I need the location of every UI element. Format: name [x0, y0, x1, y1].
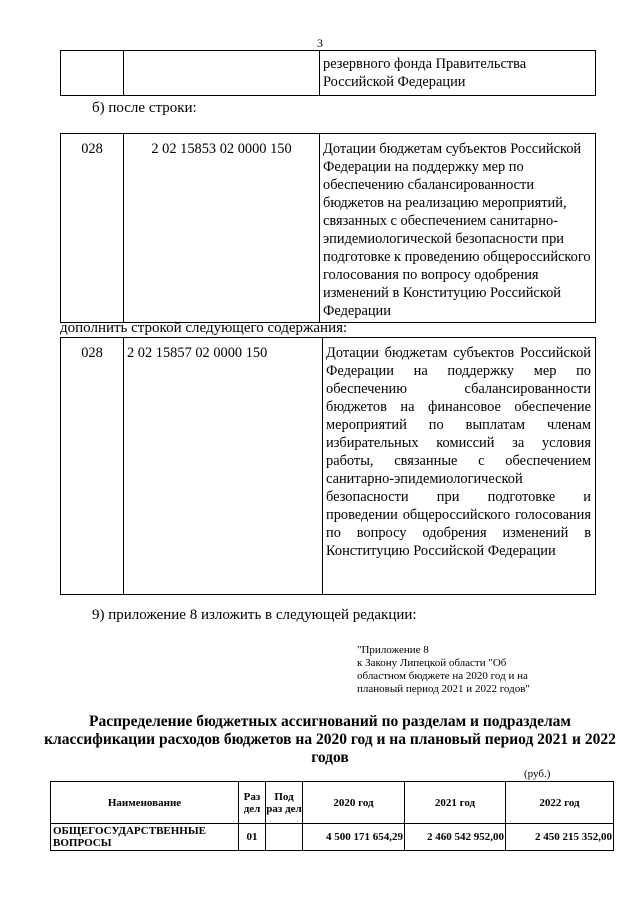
appendix-note: "Приложение 8 к Закону Липецкой области "Об областном бюджете на 2020 год и на плановый период 2021 и 2022 годов"	[357, 644, 530, 695]
header-2022: 2022 год	[506, 782, 614, 824]
cell-razdel: 01	[239, 824, 266, 851]
page-number: 3	[317, 36, 323, 50]
cell-2020: 4 500 171 654,29	[303, 824, 405, 851]
cell-kbk	[124, 51, 320, 96]
cell-text: Дотации бюджетам субъектов Российской Федерации на поддержку мер по обеспечению сбалансированности бюджетов на реализацию мероприятий, связанных с обеспечением санитарно-эпидемиологической безопасности при подготовке к проведению общероссийского голосования по вопросу одобрения изменений в Конституцию Российской Федерации	[320, 134, 596, 323]
cell-text: резервного фонда Правительства Российской Федерации	[320, 51, 596, 96]
cell-2022: 2 450 215 352,00	[506, 824, 614, 851]
header-podrazdel: Под раз дел	[266, 782, 303, 824]
cell-code: 028	[61, 134, 124, 323]
table-row	[61, 51, 596, 96]
cell-code	[61, 51, 124, 96]
header-2020: 2020 год	[303, 782, 405, 824]
header-razdel: Раз дел	[239, 782, 266, 824]
cell-name: ОБЩЕГОСУДАРСТВЕННЫЕ ВОПРОСЫ	[51, 824, 239, 851]
cell-2021: 2 460 542 952,00	[405, 824, 506, 851]
cell-kbk: 2 02 15853 02 0000 150	[124, 134, 320, 323]
label-add-row: дополнить строкой следующего содержания:	[60, 320, 348, 336]
table-row	[61, 338, 596, 595]
header-2021: 2021 год	[405, 782, 506, 824]
label-after-row: б) после строки:	[92, 100, 197, 116]
table-header-row	[51, 782, 614, 824]
table-row	[51, 824, 614, 851]
unit-label: (руб.)	[524, 768, 551, 780]
table-after-row	[60, 133, 596, 323]
budget-table	[50, 781, 614, 851]
cell-podrazdel	[266, 824, 303, 851]
table-new-row	[60, 337, 596, 595]
header-name: Наименование	[51, 782, 239, 824]
cell-text: Дотации бюджетам субъектов Российской Федерации на поддержку мер по обеспечению сбалансированности бюджетов на финансовое обеспечение мероприятий по выплатам членам избирательных комиссий за условия работы, связанные с обеспечением санитарно-эпидемиологической безопасности при подготовке и проведении общероссийского голосования по вопросу одобрения изменений в Конституцию Российской Федерации	[323, 338, 596, 595]
table-top	[60, 50, 596, 96]
cell-kbk: 2 02 15857 02 0000 150	[124, 338, 323, 595]
label-appendix-8: 9) приложение 8 изложить в следующей редакции:	[92, 607, 417, 623]
cell-code: 028	[61, 338, 124, 595]
document-title: Распределение бюджетных ассигнований по разделам и подразделам классификации расходов бюджетов на 2020 год и на плановый период 2021 и 2022 годов	[44, 713, 616, 766]
table-row	[61, 134, 596, 323]
